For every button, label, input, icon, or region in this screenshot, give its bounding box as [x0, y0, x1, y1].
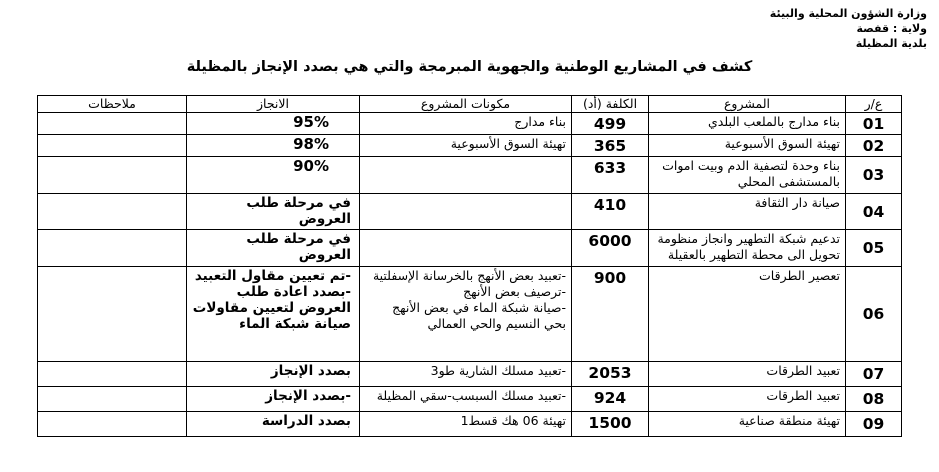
project-name: تعبيد الطرقات	[649, 387, 846, 412]
component-line: -تعبيد مسلك السبسب-سقي المظيلة	[376, 388, 566, 403]
completion-line: العروض	[298, 211, 351, 227]
completion-line: 90%	[293, 157, 329, 175]
component-line: -صيانة شبكة الماء في بعض الأنهج	[392, 300, 566, 315]
component-line: -ترصيف بعض الأنهج	[463, 284, 566, 299]
notes-cell	[38, 412, 187, 437]
row-number: 05	[846, 230, 902, 267]
component-line: -تعبيد مسلك الشارية طو3	[430, 363, 566, 378]
project-cost: 2053	[572, 362, 649, 387]
municipality-name: بلدية المظيلة	[855, 37, 927, 50]
project-cost: 633	[572, 157, 649, 194]
completion-status	[187, 362, 360, 387]
notes-cell	[38, 157, 187, 194]
header-completion: الانجاز	[187, 96, 360, 113]
completion-status	[187, 387, 360, 412]
completion-status	[187, 157, 360, 194]
table-row	[38, 412, 902, 437]
project-components	[360, 157, 572, 194]
project-components	[360, 387, 572, 412]
project-components	[360, 362, 572, 387]
project-cost: 410	[572, 194, 649, 230]
component-line: تهيئة 06 هك قسط1	[460, 413, 566, 428]
completion-line: -بصدد اعادة طلب	[236, 284, 351, 300]
table-row	[38, 135, 902, 157]
table-row	[38, 387, 902, 412]
completion-line: 98%	[293, 135, 329, 153]
row-number: 03	[846, 157, 902, 194]
notes-cell	[38, 194, 187, 230]
notes-cell	[38, 135, 187, 157]
project-components	[360, 267, 572, 362]
completion-line: في مرحلة طلب	[246, 231, 351, 247]
completion-line: العروض لتعيين مقاولات	[192, 300, 351, 316]
row-number: 09	[846, 412, 902, 437]
notes-cell	[38, 230, 187, 267]
table-header-row	[38, 96, 902, 113]
table-row	[38, 113, 902, 135]
ministry-name: وزارة الشؤون المحلية والبيئة	[769, 7, 927, 20]
project-name: تهيئة السوق الأسبوعية	[649, 135, 846, 157]
table-row	[38, 194, 902, 230]
project-components	[360, 194, 572, 230]
header-notes: ملاحظات	[38, 96, 187, 113]
completion-line: -تم تعيين مقاول التعبيد	[194, 268, 351, 284]
completion-status	[187, 230, 360, 267]
completion-line: بصدد الإنجاز	[270, 363, 351, 379]
completion-line: -بصدد الإنجاز	[265, 388, 351, 404]
project-name: بناء مدارج بالملعب البلدي	[649, 113, 846, 135]
project-name: تدعيم شبكة التطهير وانجاز منظومة تحويل الى محطة التطهير بالعقيلة	[649, 230, 846, 267]
completion-line: 95%	[293, 113, 329, 131]
completion-status	[187, 194, 360, 230]
row-number: 04	[846, 194, 902, 230]
notes-cell	[38, 113, 187, 135]
project-cost: 924	[572, 387, 649, 412]
completion-line: العروض	[298, 247, 351, 263]
notes-cell	[38, 362, 187, 387]
completion-status	[187, 267, 360, 362]
project-name: تهيئة منطقة صناعية	[649, 412, 846, 437]
projects-table	[37, 95, 902, 437]
state-name: ولاية : قفصة	[856, 22, 927, 35]
completion-line: بصدد الدراسة	[261, 413, 351, 429]
project-components	[360, 412, 572, 437]
project-name: صيانة دار الثقافة	[649, 194, 846, 230]
completion-line: صيانة شبكة الماء	[239, 316, 351, 332]
organization-header	[770, 6, 927, 51]
row-number: 01	[846, 113, 902, 135]
header-components: مكونات المشروع	[360, 96, 572, 113]
component-line: بحي النسيم والحي العمالي	[427, 316, 566, 331]
header-project: المشروع	[649, 96, 846, 113]
table-row	[38, 267, 902, 362]
header-cost: الكلفة (أد)	[572, 96, 649, 113]
row-number: 02	[846, 135, 902, 157]
header-num: ع/ر	[846, 96, 902, 113]
project-name: تعصير الطرقات	[649, 267, 846, 362]
row-number: 06	[846, 267, 902, 362]
notes-cell	[38, 387, 187, 412]
project-components	[360, 135, 572, 157]
project-components	[360, 230, 572, 267]
project-name: تعبيد الطرقات	[649, 362, 846, 387]
completion-status	[187, 113, 360, 135]
table-row	[38, 230, 902, 267]
project-components	[360, 113, 572, 135]
completion-status	[187, 135, 360, 157]
project-cost: 900	[572, 267, 649, 362]
component-line: -تعبيد بعض الأنهج بالخرسانة الإسفلتية	[372, 268, 566, 283]
table-row	[38, 157, 902, 194]
component-line: تهيئة السوق الأسبوعية	[450, 136, 566, 151]
component-line: بناء مدارج	[514, 114, 566, 129]
row-number: 08	[846, 387, 902, 412]
completion-status	[187, 412, 360, 437]
project-name: بناء وحدة لتصفية الدم وبيت اموات بالمستشفى المحلي	[649, 157, 846, 194]
document-title: كشف في المشاريع الوطنية والجهوية المبرمجة والتي هي بصدد الإنجاز بالمظيلة	[186, 59, 753, 75]
project-cost: 6000	[572, 230, 649, 267]
project-cost: 499	[572, 113, 649, 135]
table-row	[38, 362, 902, 387]
notes-cell	[38, 267, 187, 362]
project-cost: 365	[572, 135, 649, 157]
project-cost: 1500	[572, 412, 649, 437]
row-number: 07	[846, 362, 902, 387]
completion-line: في مرحلة طلب	[246, 195, 351, 211]
